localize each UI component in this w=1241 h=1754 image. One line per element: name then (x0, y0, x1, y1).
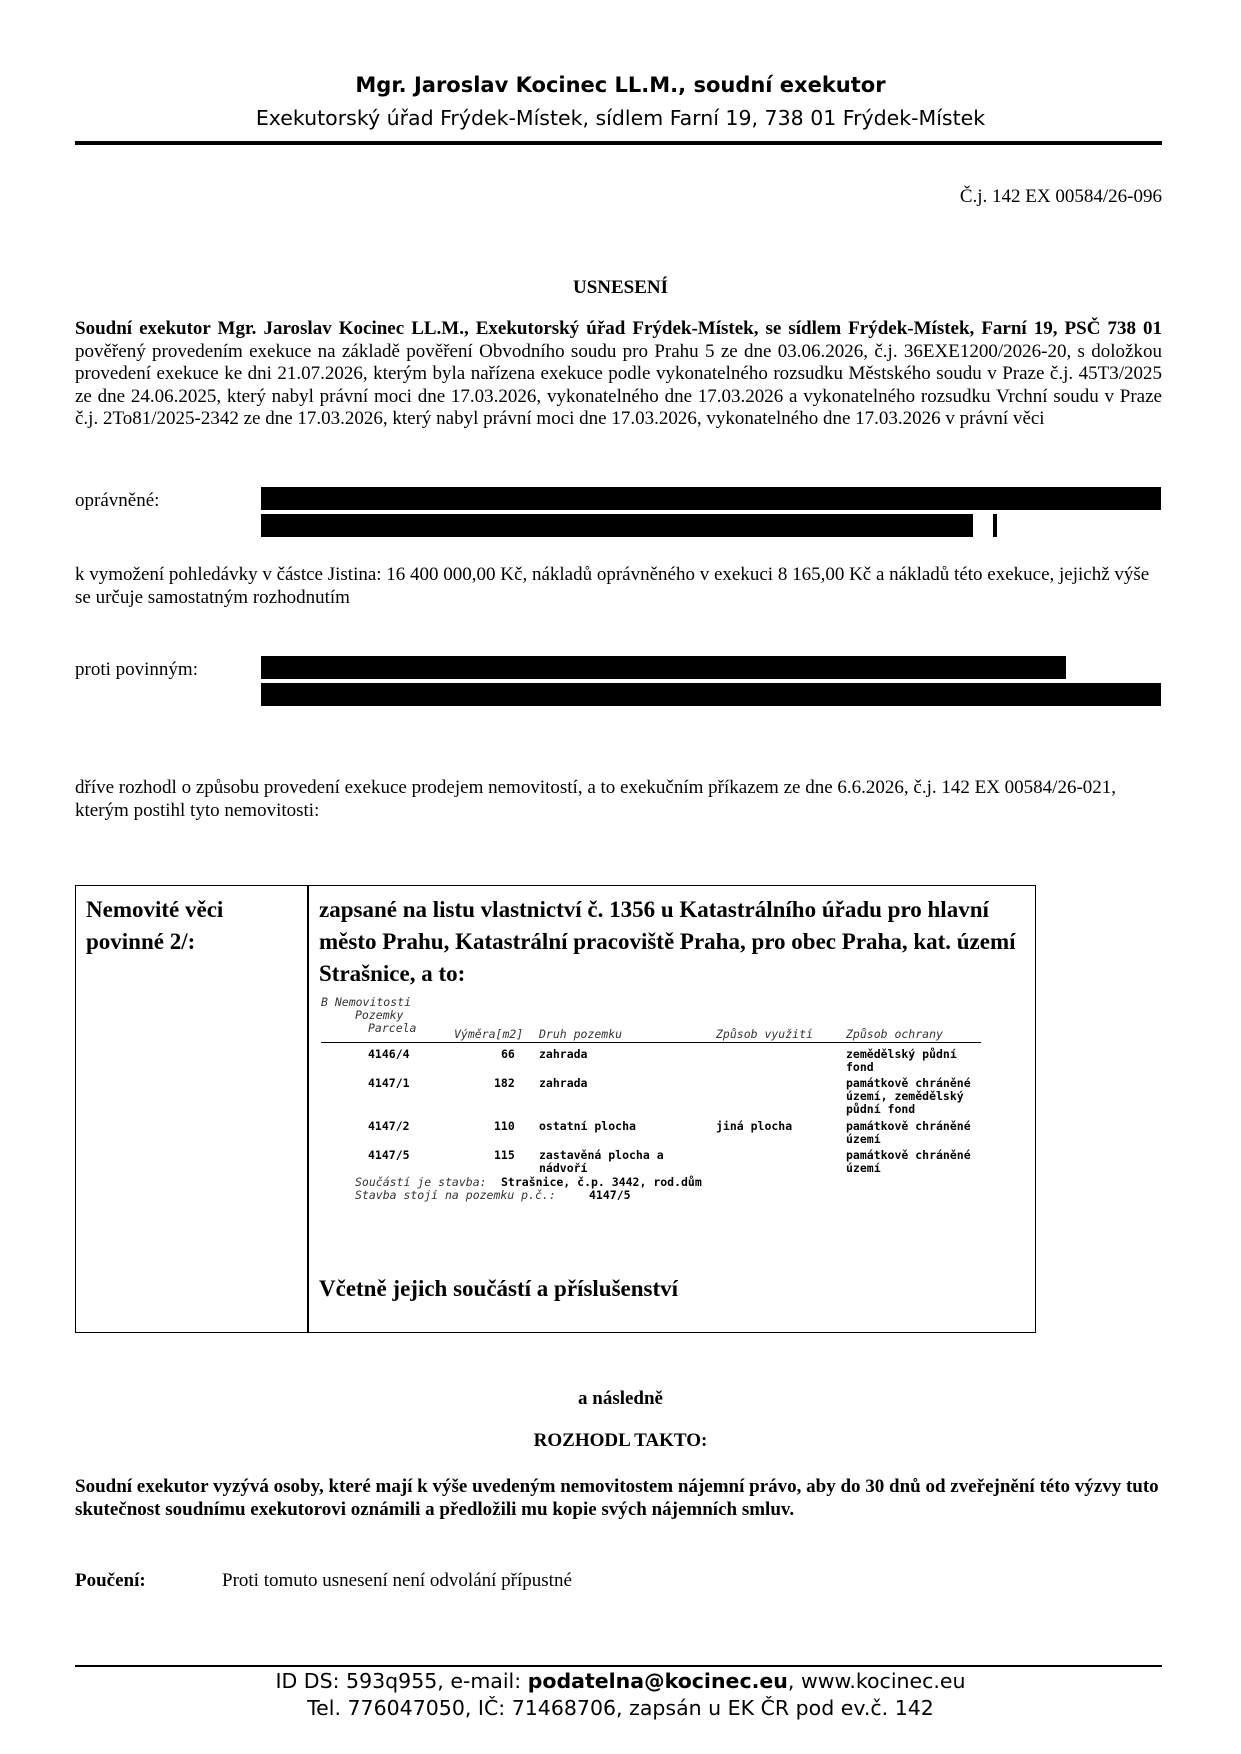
footer-email-link[interactable]: podatelna@kocinec.eu (527, 1669, 788, 1693)
stands-value: 4147/5 (589, 1188, 631, 1202)
document-title: USNESENÍ (572, 277, 669, 298)
row1-protection-2: fond (846, 1060, 874, 1074)
footer-registration: Tel. 776047050, IČ: 71468706, zapsán u EK ČR pod ev.č. 142 (307, 1696, 934, 1720)
cadastre-header-rule (321, 1042, 981, 1043)
col-protection: Způsob ochrany (846, 1027, 943, 1041)
table-divider (307, 886, 309, 1332)
row4-protection-1: památkově chráněné (846, 1148, 971, 1162)
debtor-label: proti povinným: (75, 659, 198, 680)
claim-paragraph: k vymožení pohledávky v částce Jistina: 16 400 000,00 Kč, nákladů oprávněného v exekuci 8 165,00 Kč a nákladů této exekuce, jejichž výše se určuje samostatným rozhodnutím (75, 564, 1150, 608)
reference-number: Č.j. 142 EX 00584/26-096 (959, 186, 1162, 207)
row1-area: 66 (501, 1047, 515, 1061)
footer-id-prefix: ID DS: 593q955, e-mail: (275, 1669, 528, 1693)
building-label: Součástí je stavba: (355, 1175, 487, 1189)
decision-heading: ROZHODL TAKTO: (533, 1430, 708, 1451)
intro-text: pověřený provedením exekuce na základě pověření Obvodního soudu pro Prahu 5 ze dne 03.06.2026, č.j. 36EXE1200/2026-20, s doložkou provedení exekuce ke dni 21.07.2026, kterým byla nařízena exekuce podle vykonatelného rozsudku Městského soudu v Praze č.j. 45T3/2025 ze dne 24.06.2025, který nabyl právní moci dne 17.03.2026, vykonatelného dne 17.03.2026 a vykonatelného rozsudku Vrchní soudu v Praze č.j. 2To81/2025-2342 ze dne 17.03.2026, který nabyl právní moci dne 17.03.2026, vykonatelného dne 17.03.2026 v právní věci (75, 340, 1162, 429)
row3-protection-2: území (846, 1132, 881, 1146)
row4-protection-2: území (846, 1161, 881, 1175)
col-kind: Druh pozemku (539, 1027, 623, 1041)
creditor-redacted (261, 487, 1161, 542)
col-use: Způsob využití (716, 1027, 813, 1041)
row2-area: 182 (494, 1076, 515, 1090)
footer-contact (0, 1669, 1241, 1693)
row4-parcel: 4147/5 (368, 1148, 410, 1162)
row2-kind: zahrada (539, 1076, 588, 1090)
row1-protection-1: zemědělský půdní (846, 1047, 957, 1061)
footer-rule (75, 1665, 1162, 1667)
prior-decision-paragraph: dříve rozhodl o způsobu provedení exekuce prodejem nemovitostí, a to exekučním příkazem ze dne 6.6.2026, č.j. 142 EX 00584/26-021, kterým postihl tyto nemovitosti: (75, 777, 1117, 821)
property-footer: Včetně jejich součástí a příslušenství (319, 1276, 679, 1301)
stands-label: Stavba stojí na pozemku p.č.: (355, 1188, 556, 1202)
intro-paragraph (75, 318, 1162, 431)
row2-protection-3: půdní fond (846, 1102, 916, 1116)
debtor-redacted (261, 656, 1161, 711)
row4-kind: zastavěná plocha a (539, 1148, 664, 1162)
intro-bold: Soudní exekutor Mgr. Jaroslav Kocinec LL.M., Exekutorský úřad Frýdek-Místek, se sídlem Frýdek-Místek, Farní 19, PSČ 738 01 (75, 318, 1162, 339)
row1-parcel: 4146/4 (368, 1047, 410, 1061)
office-address: Exekutorský úřad Frýdek-Místek, sídlem Farní 19, 738 01 Frýdek-Místek (255, 106, 986, 130)
property-description-cell: zapsané na listu vlastnictví č. 1356 u Katastrálního úřadu pro hlavní město Prahu, Katastrální pracoviště Praha, pro obec Praha, kat. území Strašnice, a to: (319, 897, 1016, 986)
executor-name: Mgr. Jaroslav Kocinec LL.M., soudní exekutor (355, 73, 886, 97)
row2-protection-1: památkově chráněné (846, 1076, 971, 1090)
header-rule (75, 141, 1162, 145)
instruction-text: Proti tomuto usnesení není odvolání přípustné (222, 1570, 572, 1591)
property-table (75, 885, 1036, 1333)
col-area: Výměra[m2] (454, 1027, 524, 1041)
cadastre-extract (321, 996, 1001, 1226)
row3-use: jiná plocha (716, 1119, 793, 1133)
footer-web: , www.kocinec.eu (787, 1669, 966, 1693)
building-value: Strašnice, č.p. 3442, rod.dům (501, 1175, 702, 1189)
row3-kind: ostatní plocha (539, 1119, 636, 1133)
row3-area: 110 (494, 1119, 515, 1133)
creditor-label: oprávněné: (75, 490, 160, 511)
row1-kind: zahrada (539, 1047, 588, 1061)
row3-parcel: 4147/2 (368, 1119, 410, 1133)
property-owner-cell: Nemovité věci povinné 2/: (86, 897, 224, 954)
subsequently: a následně (578, 1388, 663, 1409)
cadastre-group: Pozemky (355, 1008, 404, 1022)
col-parcel: Parcela (368, 1021, 417, 1035)
row4-area: 115 (494, 1148, 515, 1162)
row2-protection-2: území, zemědělský (846, 1089, 964, 1103)
row3-protection-1: památkově chráněné (846, 1119, 971, 1133)
cadastre-section: B Nemovitosti (321, 995, 412, 1009)
instruction-label: Poučení: (75, 1570, 146, 1591)
decision-text: Soudní exekutor vyzývá osoby, které mají k výše uvedeným nemovitostem nájemní právo, aby do 30 dnů od zveřejnění této výzvy tuto skutečnost soudnímu exekutorovi oznámili a předložili mu kopie svých nájemních smluv. (75, 1476, 1159, 1520)
row2-parcel: 4147/1 (368, 1076, 410, 1090)
row4-kind-2: nádvoří (539, 1161, 588, 1175)
